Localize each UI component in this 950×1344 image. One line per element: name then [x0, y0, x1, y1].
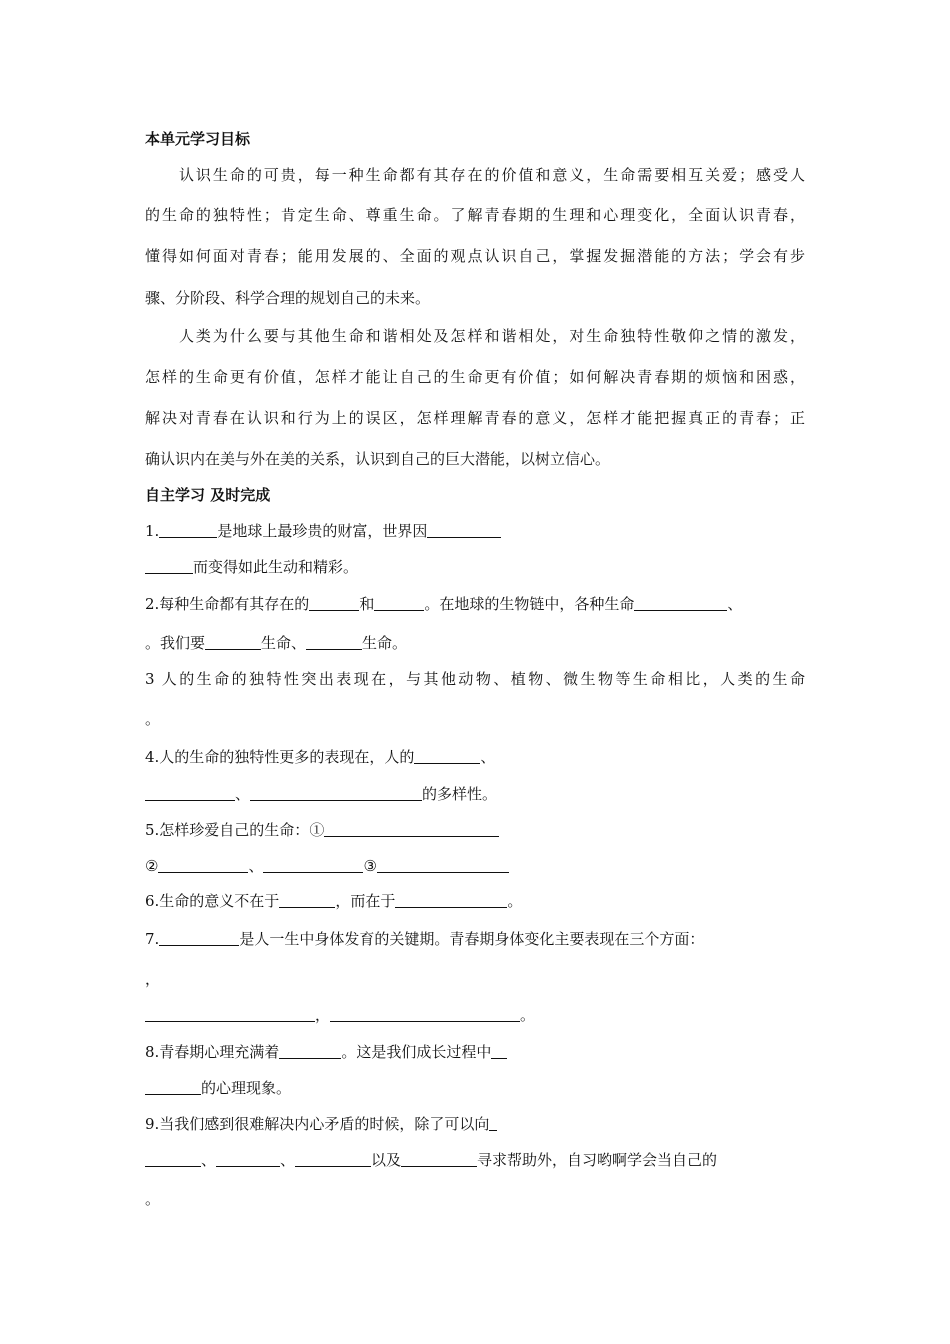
blank[interactable] [159, 522, 217, 538]
goals-paragraph-2-line-1: 人类为什么要与其他生命和谐相处及怎样和谐相处，对生命独特性敬仰之情的激发， [145, 327, 805, 345]
goals-paragraph-1-line-4: 骤、分阶段、科学合理的规划自己的未来。 [145, 289, 431, 307]
blank[interactable] [414, 748, 480, 764]
blank[interactable] [159, 930, 239, 946]
question-4-line-1: 4.人的生命的独特性更多的表现在，人的 、 [145, 748, 496, 766]
blank[interactable] [306, 634, 362, 650]
question-8-line-2: 的心理现象。 [145, 1077, 291, 1098]
blank[interactable] [145, 1006, 315, 1022]
question-6-line-1: 6.生命的意义不在于 ，而在于 。 [145, 892, 523, 910]
blank[interactable] [491, 1043, 507, 1059]
goals-paragraph-2-line-3: 解决对青春在认识和行为上的误区，怎样理解青春的意义，怎样才能把握真正的青春；正 [145, 409, 805, 427]
blank[interactable] [216, 1151, 280, 1167]
goals-paragraph-1-line-1: 认识生命的可贵，每一种生命都有其存在的价值和意义，生命需要相互关爱；感受人 [145, 166, 805, 184]
question-7-line-2: ， [145, 970, 161, 988]
blank[interactable] [401, 1151, 477, 1167]
question-7-line-1: 7. 是人一生中身体发育的关键期。青春期身体变化主要表现在三个方面： [145, 930, 705, 948]
goals-paragraph-2-line-4: 确认识内在美与外在美的关系，认识到自己的巨大潜能，以树立信心。 [145, 450, 611, 468]
blank[interactable] [145, 785, 235, 801]
question-4-line-2: 、 的多样性。 [145, 783, 497, 804]
question-9-line-1: 9.当我们感到很难解决内心矛盾的时候，除了可以向 [145, 1113, 497, 1134]
question-1-line-1: 1. 是地球上最珍贵的财富，世界因 [145, 520, 501, 541]
blank[interactable] [330, 1006, 520, 1022]
blank[interactable] [279, 892, 335, 908]
blank[interactable] [205, 634, 261, 650]
blank[interactable] [158, 857, 248, 873]
question-2-line-1: 2.每种生命都有其存在的 和 。在地球的生物链中，各种生命 、 [145, 595, 743, 613]
section-title-goals: 本单元学习目标 [145, 130, 251, 148]
goals-paragraph-2-line-2: 怎样的生命更有价值，怎样才能让自己的生命更有价值；如何解决青春期的烦恼和困惑， [145, 368, 805, 386]
blank[interactable] [395, 892, 507, 908]
blank[interactable] [279, 1043, 341, 1059]
blank[interactable] [634, 595, 727, 611]
question-8-line-1: 8.青春期心理充满着 。这是我们成长过程中 [145, 1041, 507, 1062]
section-title-self-study: 自主学习 及时完成 [145, 486, 271, 504]
blank[interactable] [309, 595, 359, 611]
blank[interactable] [377, 857, 509, 873]
blank[interactable] [145, 558, 193, 574]
question-3-line-2: 。 [145, 710, 161, 728]
blank[interactable] [145, 1079, 201, 1095]
blank[interactable] [250, 785, 422, 801]
blank[interactable] [427, 522, 501, 538]
blank[interactable] [374, 595, 424, 611]
goals-paragraph-1-line-2: 的生命的独特性；肯定生命、尊重生命。了解青春期的生理和心理变化，全面认识青春， [145, 206, 805, 224]
blank[interactable] [145, 1151, 201, 1167]
goals-paragraph-1-line-3: 懂得如何面对青春；能用发展的、全面的观点认识自己，掌握发掘潜能的方法；学会有步 [145, 247, 805, 265]
question-5-line-2: ② 、 ③ [145, 855, 509, 876]
question-7-line-3: ， 。 [145, 1004, 535, 1025]
blank[interactable] [295, 1151, 371, 1167]
question-9-line-3: 。 [145, 1190, 161, 1208]
blank[interactable] [263, 857, 363, 873]
question-9-line-2: 、 、 以及 寻求帮助外，自习哟啊学会当自己的 [145, 1149, 717, 1170]
blank[interactable] [324, 821, 499, 837]
question-1-line-2: 而变得如此生动和精彩。 [145, 556, 358, 577]
question-3-line-1: 3 人的生命的独特性突出表现在，与其他动物、植物、微生物等生命相比，人类的生命 [145, 670, 805, 688]
question-5-line-1: 5.怎样珍爱自己的生命：① [145, 819, 499, 840]
blank[interactable] [489, 1115, 497, 1131]
question-2-line-2: 。我们要 生命、 生命。 [145, 634, 408, 652]
